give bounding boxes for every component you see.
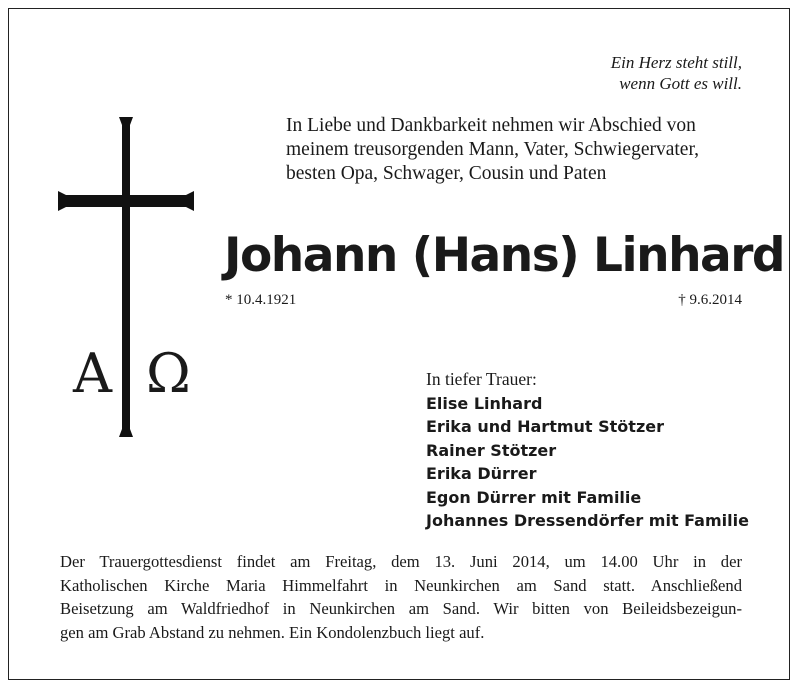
mourner-name: Rainer Stötzer — [426, 440, 557, 460]
mourner-name: Elise Linhard — [426, 393, 543, 413]
death-date: † 9.6.2014 — [678, 292, 742, 308]
mourner-name: Erika und Hartmut Stötzer — [426, 417, 664, 436]
service-info — [60, 550, 742, 644]
alpha-symbol: A — [73, 342, 112, 405]
mourner-name: Johannes Dressendörfer mit Familie — [426, 511, 749, 530]
service-line: gen am Grab Abstand zu nehmen. Ein Kondolenzbuch liegt auf. — [60, 622, 485, 642]
mourner-name: Egon Dürrer mit Familie — [426, 487, 642, 507]
mourners-label: In tiefer Trauer: — [426, 369, 537, 389]
birth-date: * 10.4.1921 — [225, 292, 297, 308]
motto-line: Ein Herz steht still, — [610, 53, 742, 72]
intro-text — [286, 114, 756, 186]
motto-line: wenn Gott es will. — [619, 74, 742, 93]
service-line: Katholischen Kirche Maria Himmelfahrt in Neunkirchen am Sand statt. Anschließend — [60, 575, 742, 595]
service-line: Der Trauergottesdienst findet am Freitag, dem 13. Juni 2014, um 14.00 Uhr in der — [60, 552, 742, 571]
intro-line: besten Opa, Schwager, Cousin und Paten — [286, 163, 607, 184]
mourner-name: Erika Dürrer — [426, 464, 537, 483]
intro-line: meinem treusorgenden Mann, Vater, Schwiegervater, — [286, 139, 700, 160]
omega-symbol: Ω — [146, 342, 191, 405]
intro-line: In Liebe und Dankbarkeit nehmen wir Abschied von — [286, 115, 696, 136]
deceased-name: Johann (Hans) Linhard — [224, 228, 785, 283]
motto — [611, 52, 742, 94]
service-line: Beisetzung am Waldfriedhof in Neunkirchen am Sand. Wir bitten von Beileidsbezeigun- — [60, 599, 742, 618]
mourners-list — [426, 368, 749, 533]
